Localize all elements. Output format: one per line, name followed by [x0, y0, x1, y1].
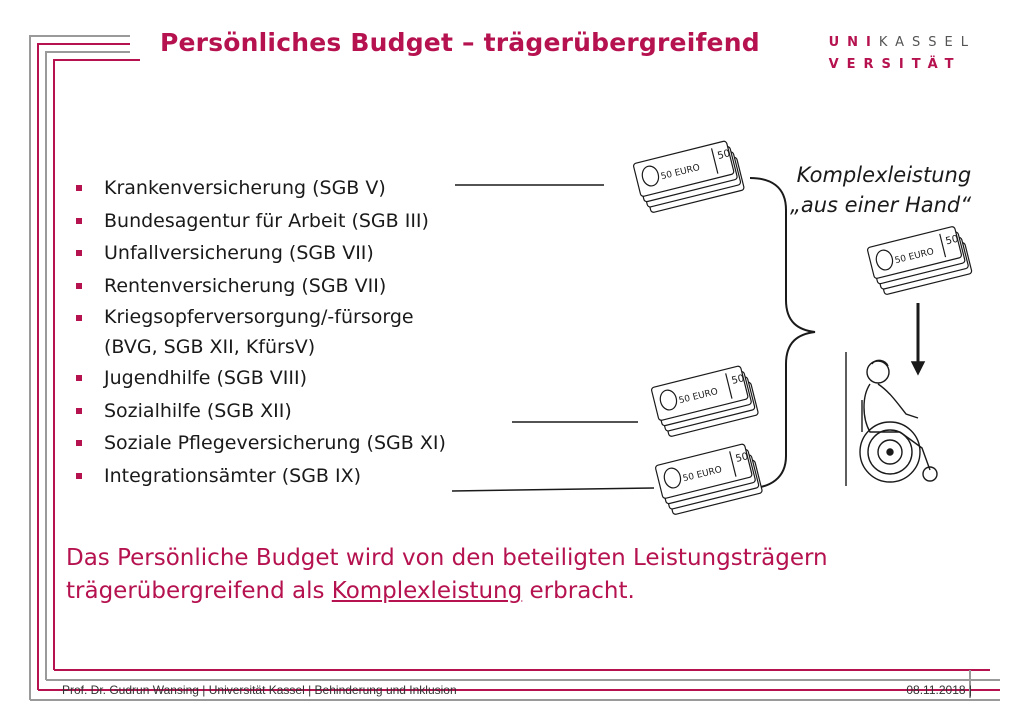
callout-line1: Komplexleistung: [796, 163, 972, 187]
svg-text:50: 50: [944, 233, 960, 248]
svg-text:50 EURO: 50 EURO: [681, 464, 724, 485]
summary-line1: Das Persönliche Budget wird von den beteiligten Leistungsträgern: [66, 545, 828, 571]
wheelchair-user-icon: [846, 352, 937, 486]
svg-text:50 EURO: 50 EURO: [677, 386, 720, 407]
svg-text:50: 50: [734, 451, 750, 465]
footer: [62, 683, 972, 697]
logo-uni: UNI: [828, 35, 879, 50]
list-item: Unfallversicherung (SGB VII): [70, 237, 446, 270]
banknote-bundle-icon: [867, 225, 972, 297]
footer-date: 08.11.2018 |: [906, 683, 972, 697]
list-item: Krankenversicherung (SGB V): [70, 172, 446, 205]
list-item: Kriegsopferversorgung/-fürsorge (BVG, SGB XII, KfürsV): [70, 302, 446, 362]
list-item: Soziale Pflegeversicherung (SGB XI): [70, 427, 446, 460]
footer-author: Prof. Dr. Gudrun Wansing | Universität Kassel | Behinderung und Inklusion: [62, 683, 457, 697]
list-item: Rentenversicherung (SGB VII): [70, 270, 446, 303]
svg-text:50: 50: [716, 148, 732, 162]
banknote-bundle-icon: [655, 442, 763, 516]
list-item: Sozialhilfe (SGB XII): [70, 395, 446, 428]
list-item: Integrationsämter (SGB IX): [70, 460, 446, 493]
logo-versitaet: VERSITÄT: [828, 57, 962, 72]
banknote-bundle-icon: [633, 139, 745, 214]
connector-line: [452, 488, 654, 491]
svg-text:50 EURO: 50 EURO: [659, 162, 702, 183]
komplexleistung-link: Komplexleistung: [331, 578, 523, 604]
summary-line2: trägerübergreifend als Komplexleistung erbracht.: [66, 578, 635, 604]
list-item: Jugendhilfe (SGB VIII): [70, 362, 446, 395]
brace-icon: [750, 178, 815, 488]
svg-text:50: 50: [730, 373, 746, 387]
svg-text:50 EURO: 50 EURO: [893, 246, 936, 267]
banknote-bundle-icon: [651, 364, 759, 438]
page-title: Persönliches Budget – trägerübergreifend: [160, 28, 760, 57]
list-item: Bundesagentur für Arbeit (SGB III): [70, 205, 446, 238]
callout-line2: „aus einer Hand“: [790, 193, 972, 217]
summary-text: [66, 542, 828, 608]
logo-kassel: KASSEL: [878, 35, 976, 50]
